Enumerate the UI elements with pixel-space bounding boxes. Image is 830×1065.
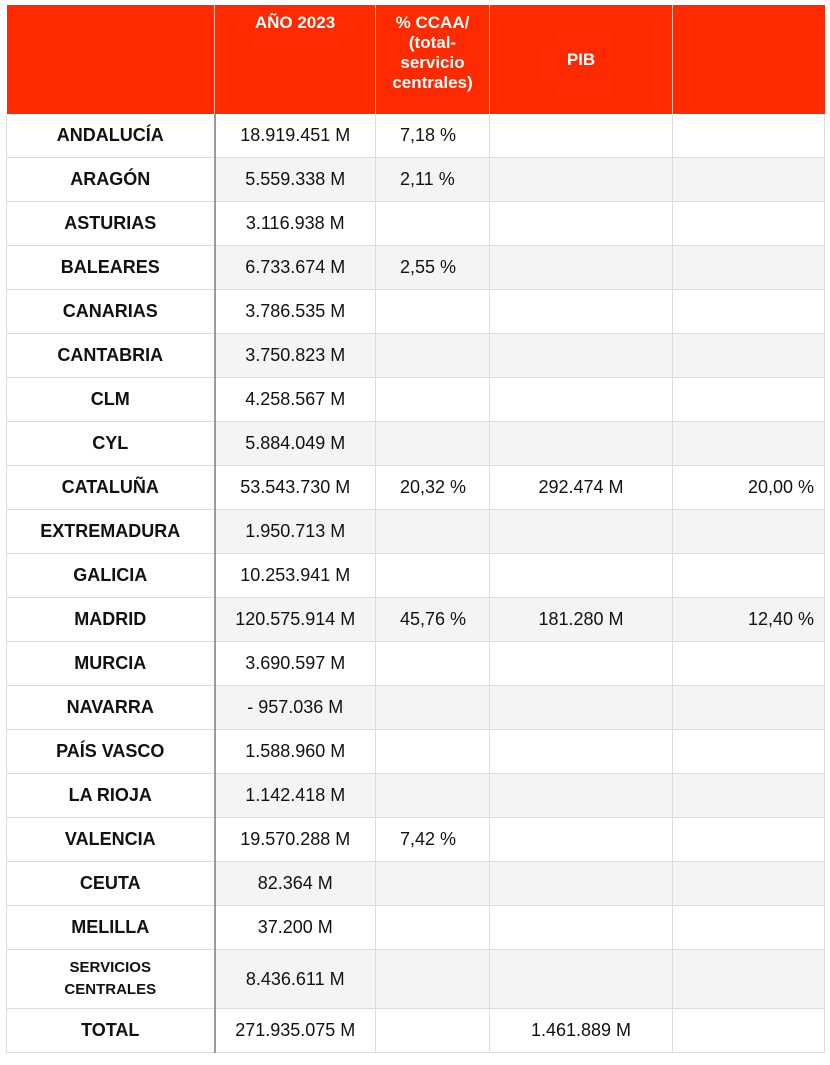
pib-cell xyxy=(490,818,673,862)
pct-cell xyxy=(376,554,490,598)
pct-cell xyxy=(376,510,490,554)
pib-pct-cell xyxy=(673,290,825,334)
pib-cell: 292.474 M xyxy=(490,466,673,510)
pct-cell xyxy=(376,642,490,686)
pib-pct-cell xyxy=(673,906,825,950)
table-row xyxy=(7,818,825,862)
pib-cell xyxy=(490,158,673,202)
table-row xyxy=(7,202,825,246)
table-row xyxy=(7,642,825,686)
region-cell: GALICIA xyxy=(7,554,215,598)
pib-cell: 181.280 M xyxy=(490,598,673,642)
amount-cell: 5.559.338 M xyxy=(215,158,376,202)
pct-cell xyxy=(376,730,490,774)
region-cell: CATALUÑA xyxy=(7,466,215,510)
amount-cell: 1.950.713 M xyxy=(215,510,376,554)
table-row xyxy=(7,290,825,334)
table-row xyxy=(7,598,825,642)
pib-cell xyxy=(490,378,673,422)
amount-cell: 4.258.567 M xyxy=(215,378,376,422)
pib-pct-cell xyxy=(673,158,825,202)
region-line: SERVICIOS xyxy=(69,959,151,976)
pib-cell xyxy=(490,906,673,950)
pib-pct-cell xyxy=(673,818,825,862)
header-pct-line: centrales) xyxy=(392,73,473,92)
amount-cell: 82.364 M xyxy=(215,862,376,906)
pct-cell xyxy=(376,290,490,334)
region-cell: ANDALUCÍA xyxy=(7,114,215,158)
table-row xyxy=(7,158,825,202)
amount-cell: 6.733.674 M xyxy=(215,246,376,290)
amount-cell: 37.200 M xyxy=(215,906,376,950)
amount-cell: 18.919.451 M xyxy=(215,114,376,158)
pct-cell: 45,76 % xyxy=(376,598,490,642)
pct-cell: 2,55 % xyxy=(376,246,490,290)
pib-cell xyxy=(490,862,673,906)
amount-cell: 3.690.597 M xyxy=(215,642,376,686)
pib-cell xyxy=(490,510,673,554)
header-year-label: AÑO 2023 xyxy=(254,13,336,32)
region-cell: MADRID xyxy=(7,598,215,642)
table-row xyxy=(7,862,825,906)
amount-cell: 271.935.075 M xyxy=(215,1009,376,1053)
region-cell: CEUTA xyxy=(7,862,215,906)
pib-pct-cell xyxy=(673,422,825,466)
pib-pct-cell xyxy=(673,554,825,598)
header-row xyxy=(7,5,825,114)
header-pib: PIB xyxy=(490,5,673,114)
region-cell: PAÍS VASCO xyxy=(7,730,215,774)
header-pib-pct xyxy=(673,5,825,114)
pct-cell: 2,11 % xyxy=(376,158,490,202)
pct-cell xyxy=(376,202,490,246)
table-row xyxy=(7,114,825,158)
pib-pct-cell xyxy=(673,510,825,554)
pib-cell xyxy=(490,334,673,378)
pib-cell xyxy=(490,422,673,466)
pib-pct-cell: 12,40 % xyxy=(673,598,825,642)
pib-pct-cell xyxy=(673,378,825,422)
header-year xyxy=(215,5,376,114)
pib-pct-cell xyxy=(673,774,825,818)
table-row xyxy=(7,510,825,554)
region-cell: MURCIA xyxy=(7,642,215,686)
amount-cell: 1.588.960 M xyxy=(215,730,376,774)
pib-pct-cell xyxy=(673,950,825,1009)
pib-pct-cell xyxy=(673,642,825,686)
header-pct-line: servicio xyxy=(400,53,465,72)
pct-cell: 7,42 % xyxy=(376,818,490,862)
table-row xyxy=(7,466,825,510)
table-row xyxy=(7,906,825,950)
amount-cell: - 957.036 M xyxy=(215,686,376,730)
pib-cell xyxy=(490,246,673,290)
pib-cell xyxy=(490,290,673,334)
region-cell xyxy=(7,950,215,1009)
pib-pct-cell xyxy=(673,1009,825,1053)
pct-cell xyxy=(376,774,490,818)
pct-cell xyxy=(376,422,490,466)
region-cell: ASTURIAS xyxy=(7,202,215,246)
pib-cell xyxy=(490,642,673,686)
table-row xyxy=(7,686,825,730)
amount-cell: 53.543.730 M xyxy=(215,466,376,510)
pct-cell xyxy=(376,334,490,378)
pct-cell xyxy=(376,950,490,1009)
region-cell: EXTREMADURA xyxy=(7,510,215,554)
region-cell: TOTAL xyxy=(7,1009,215,1053)
region-cell: ARAGÓN xyxy=(7,158,215,202)
header-pct xyxy=(376,5,490,114)
region-cell: LA RIOJA xyxy=(7,774,215,818)
pct-cell xyxy=(376,686,490,730)
amount-cell: 8.436.611 M xyxy=(215,950,376,1009)
data-table xyxy=(6,5,825,1053)
region-cell: BALEARES xyxy=(7,246,215,290)
pib-pct-cell xyxy=(673,202,825,246)
amount-cell: 19.570.288 M xyxy=(215,818,376,862)
amount-cell: 5.884.049 M xyxy=(215,422,376,466)
amount-cell: 3.750.823 M xyxy=(215,334,376,378)
pct-cell: 20,32 % xyxy=(376,466,490,510)
pct-cell: 7,18 % xyxy=(376,114,490,158)
pib-pct-cell xyxy=(673,334,825,378)
pib-pct-cell xyxy=(673,114,825,158)
pib-pct-cell xyxy=(673,686,825,730)
pib-pct-cell: 20,00 % xyxy=(673,466,825,510)
amount-cell: 3.116.938 M xyxy=(215,202,376,246)
region-cell: NAVARRA xyxy=(7,686,215,730)
table-row xyxy=(7,950,825,1009)
pib-cell xyxy=(490,114,673,158)
amount-cell: 120.575.914 M xyxy=(215,598,376,642)
pib-cell xyxy=(490,202,673,246)
amount-cell: 1.142.418 M xyxy=(215,774,376,818)
pib-cell: 1.461.889 M xyxy=(490,1009,673,1053)
pct-cell xyxy=(376,862,490,906)
amount-cell: 3.786.535 M xyxy=(215,290,376,334)
table-row xyxy=(7,774,825,818)
region-cell: CANTABRIA xyxy=(7,334,215,378)
table-row xyxy=(7,378,825,422)
pib-pct-cell xyxy=(673,730,825,774)
header-pct-line: (total- xyxy=(408,33,457,52)
table-row xyxy=(7,554,825,598)
pib-cell xyxy=(490,554,673,598)
pct-cell xyxy=(376,1009,490,1053)
table-header xyxy=(7,5,825,114)
region-line: CENTRALES xyxy=(64,981,157,998)
pib-cell xyxy=(490,950,673,1009)
pct-cell xyxy=(376,906,490,950)
table-row xyxy=(7,730,825,774)
pib-cell xyxy=(490,774,673,818)
header-pct-line: % CCAA/ xyxy=(395,13,470,32)
header-region xyxy=(7,5,215,114)
region-cell: CLM xyxy=(7,378,215,422)
region-cell: CYL xyxy=(7,422,215,466)
table-row xyxy=(7,246,825,290)
pct-cell xyxy=(376,378,490,422)
region-cell: VALENCIA xyxy=(7,818,215,862)
table-row xyxy=(7,422,825,466)
region-cell: MELILLA xyxy=(7,906,215,950)
pib-pct-cell xyxy=(673,862,825,906)
pib-cell xyxy=(490,686,673,730)
pib-cell xyxy=(490,730,673,774)
pib-pct-cell xyxy=(673,246,825,290)
table-row xyxy=(7,334,825,378)
amount-cell: 10.253.941 M xyxy=(215,554,376,598)
region-cell: CANARIAS xyxy=(7,290,215,334)
total-row xyxy=(7,1009,825,1053)
